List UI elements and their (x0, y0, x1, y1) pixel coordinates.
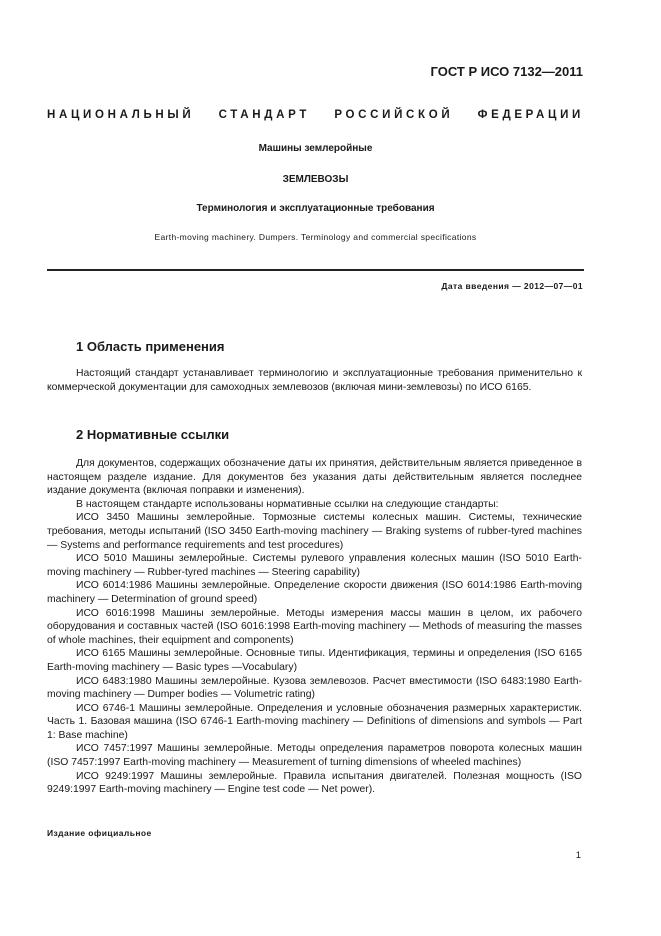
banner-word: СТАНДАРТ (218, 109, 311, 121)
standard-number: ГОСТ Р ИСО 7132—2011 (430, 64, 583, 79)
banner-word: НАЦИОНАЛЬНЫЙ (47, 109, 195, 121)
paragraph: В настоящем стандарте использованы нормативные ссылки на следующие стандарты: (76, 498, 499, 510)
banner-word: РОССИЙСКОЙ (334, 109, 454, 121)
reference-item: ИСО 3450 Машины землеройные. Тормозные системы колесных машин. Системы, технические требования, методы испытаний (ISO 3450 Earth-moving machinery — Braking systems of rubber-tyred machines — Systems and performance requirements and test procedures) (47, 512, 582, 551)
title-line-1: Машины землеройные (258, 143, 373, 154)
reference-item: ИСО 9249:1997 Машины землеройные. Правила испытания двигателей. Полезная мощность (ISO 9249:1997 Earth-moving machinery — Engine test code — Net power). (47, 770, 582, 796)
introduction-date: Дата введения — 2012—07—01 (441, 281, 583, 291)
english-title: Earth-moving machinery. Dumpers. Terminology and commercial specifications (154, 232, 477, 242)
reference-item: ИСО 7457:1997 Машины землеройные. Методы определения параметров поворота колесных машин (ISO 7457:1997 Earth-moving machinery — Measurement of turning dimensions of wheeled machines) (47, 743, 582, 769)
section-1-text: Настоящий стандарт устанавливает терминологию и эксплуатационные требования применительно к коммерческой документации для самоходных землевозов (включая мини-землевозы) по ИСО 6165. (47, 368, 582, 393)
reference-item: ИСО 5010 Машины землеройные. Системы рулевого управления колесных машин (ISO 5010 Earth-moving machinery — Rubber-tyred machines — Steering capability) (47, 553, 582, 578)
title-line-2: ЗЕМЛЕВОЗЫ (282, 174, 349, 185)
reference-item: ИСО 6165 Машины землеройные. Основные типы. Идентификация, термины и определения (ISO 6165 Earth-moving machinery — Basic types —Vocabulary) (47, 648, 582, 673)
reference-item: ИСО 6016:1998 Машины землеройные. Методы измерения массы машин в целом, их рабочего оборудования и составных частей (ISO 6016:1998 Earth-moving machinery — Methods of measuring the masses of whole machines, their equipment and components) (47, 607, 582, 646)
banner-word: ФЕДЕРАЦИИ (477, 109, 584, 121)
section-1-heading: 1 Область применения (76, 339, 225, 354)
reference-item: ИСО 6746-1 Машины землеройные. Определения и условные обозначения размерных характеристик. Часть 1. Базовая машина (ISO 6746-1 Earth-moving machinery — Definitions of dimensions and symbols — Part 1: Base machine) (47, 702, 582, 741)
page-number: 1 (575, 850, 581, 861)
paragraph: Для документов, содержащих обозначение даты их принятия, действительным является приведенное в настоящем разделе издание. Для документов без указания даты действительным является последнее издание документа (включая поправки и изменения). (47, 458, 582, 497)
section-2-body (47, 457, 582, 797)
national-standard-banner (47, 109, 584, 121)
reference-item: ИСО 6483:1980 Машины землеройные. Кузова землевозов. Расчет вместимости (ISO 6483:1980 Earth-moving machinery — Dumper bodies — Volumetric rating) (47, 675, 582, 701)
section-2-heading: 2 Нормативные ссылки (76, 427, 230, 442)
title-line-3: Терминология и эксплуатационные требования (196, 203, 435, 214)
title-divider (47, 269, 584, 271)
official-edition-label: Издание официальное (47, 828, 152, 838)
reference-item: ИСО 6014:1986 Машины землеройные. Определение скорости движения (ISO 6014:1986 Earth-moving machinery — Determination of ground speed) (47, 580, 582, 605)
